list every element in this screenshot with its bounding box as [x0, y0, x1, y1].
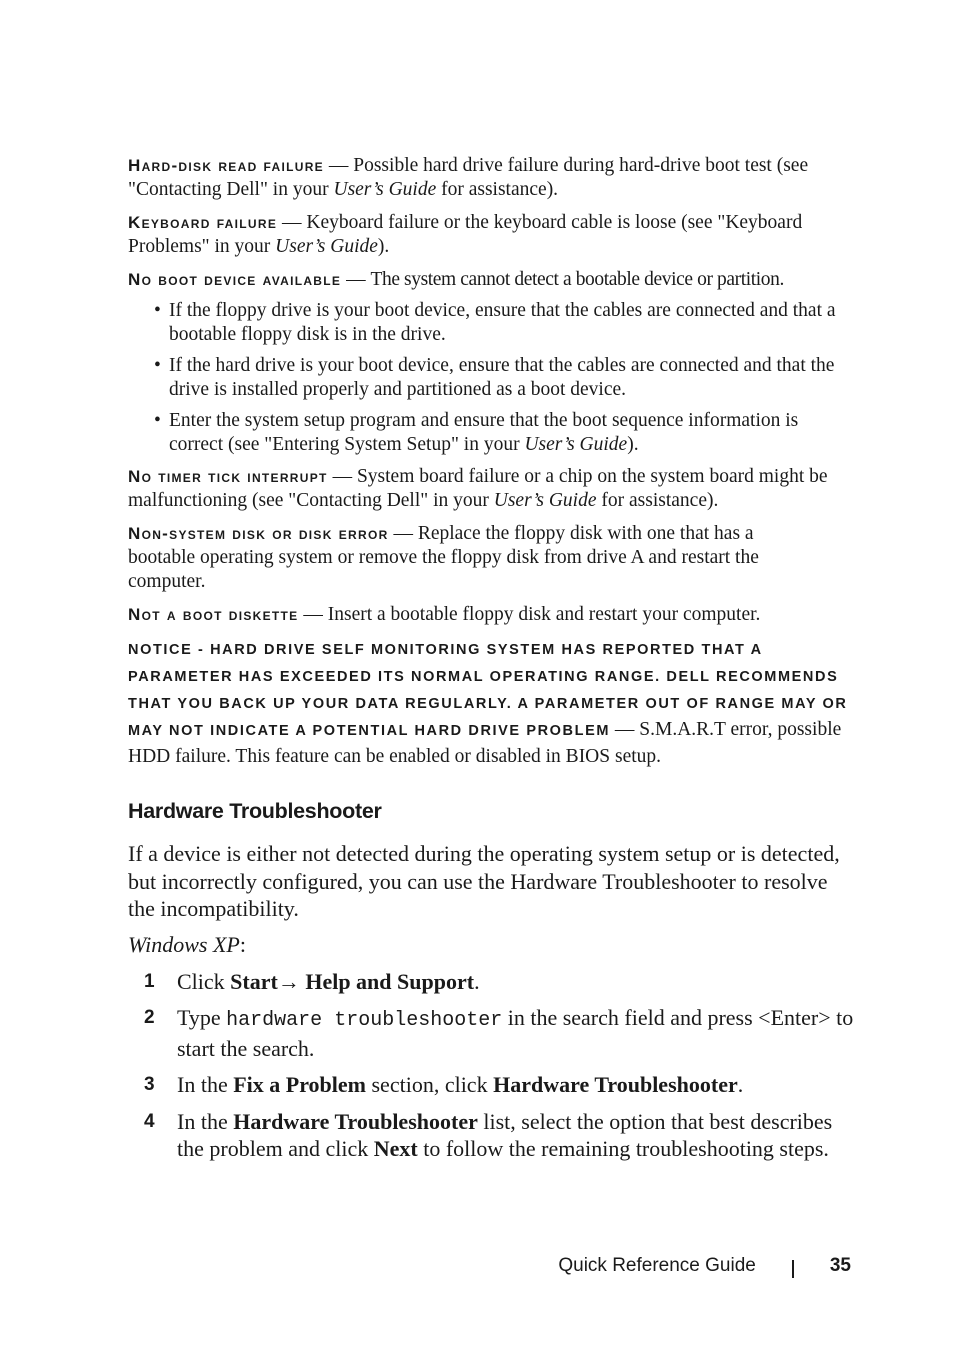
footer-guide-title: Quick Reference Guide: [558, 1255, 756, 1276]
bullet-item: • If the floppy drive is your boot device, ensure that the cables are connected and that a bootable floppy disk is in the drive.: [154, 300, 836, 345]
error-message-hard-disk-read-failure: Hard-disk read failure — Possible hard drive failure during hard-drive boot test (see "Contacting Dell" in your User’s Guide for assistance).: [128, 155, 809, 200]
bullet-item: • Enter the system setup program and ensure that the boot sequence information is correct (see "Entering System Setup" in your User’s Guide).: [154, 410, 799, 455]
page-number: 35: [829, 1255, 851, 1276]
step-item: 2 Type hardware troubleshooter in the search field and press <Enter> to start the search.: [144, 1005, 854, 1061]
step-item: 3 In the Fix a Problem section, click Hardware Troubleshooter.: [144, 1072, 744, 1097]
boot-device-bullet-list: [128, 299, 856, 457]
error-message-non-system-disk: Non-system disk or disk error — Replace the floppy disk with one that has a bootable operating system or remove the floppy disk from drive A and restart the computer.: [128, 523, 759, 592]
step-item: 4 In the Hardware Troubleshooter list, select the option that best describes the problem and click Next to follow the remaining troubleshooting steps.: [144, 1108, 833, 1161]
error-message-keyboard-failure: Keyboard failure — Keyboard failure or the keyboard cable is loose (see "Keyboard Problems" in your User’s Guide).: [128, 212, 803, 257]
section-intro: If a device is either not detected during the operating system setup or is detected, but incorrectly configured, you can use the Hardware Troubleshooter to resolve the incompatibility.: [128, 841, 840, 921]
error-message-no-boot-device: No boot device available — The system cannot detect a bootable device or partition.: [128, 269, 784, 290]
page-content: [128, 154, 856, 1172]
error-message-not-a-boot-diskette: Not a boot diskette — Insert a bootable floppy disk and restart your computer.: [128, 604, 761, 625]
page-footer: [558, 1255, 851, 1277]
error-message-no-timer-tick: No timer tick interrupt — System board failure or a chip on the system board might be malfunctioning (see "Contacting Dell" in your User’s Guide for assistance).: [128, 466, 828, 511]
steps-list: [128, 968, 856, 1163]
bullet-item: • If the hard drive is your boot device, ensure that the cables are connected and that the drive is installed properly and partitioned as a boot device.: [154, 355, 835, 400]
os-label: Windows XP:: [128, 931, 246, 957]
section-title: Hardware Troubleshooter: [128, 799, 382, 823]
step-item: 1 Click Start→ Help and Support.: [144, 968, 480, 994]
footer-separator: [792, 1260, 794, 1278]
smart-notice: NOTICE - HARD DRIVE SELF MONITORING SYSTEM HAS REPORTED THAT A PARAMETER HAS EXCEEDED ITS NORMAL OPERATING RANGE. DELL RECOMMENDS THAT YOU BACK UP YOUR DATA REGULARLY. A PARAMETER OUT OF RANGE MAY OR MAY NOT INDICATE A POTENTIAL HARD DRIVE PROBLEM — S.M.A.R.T error, possible HDD failure. This feature can be enabled or disabled in BIOS setup.: [128, 642, 848, 767]
